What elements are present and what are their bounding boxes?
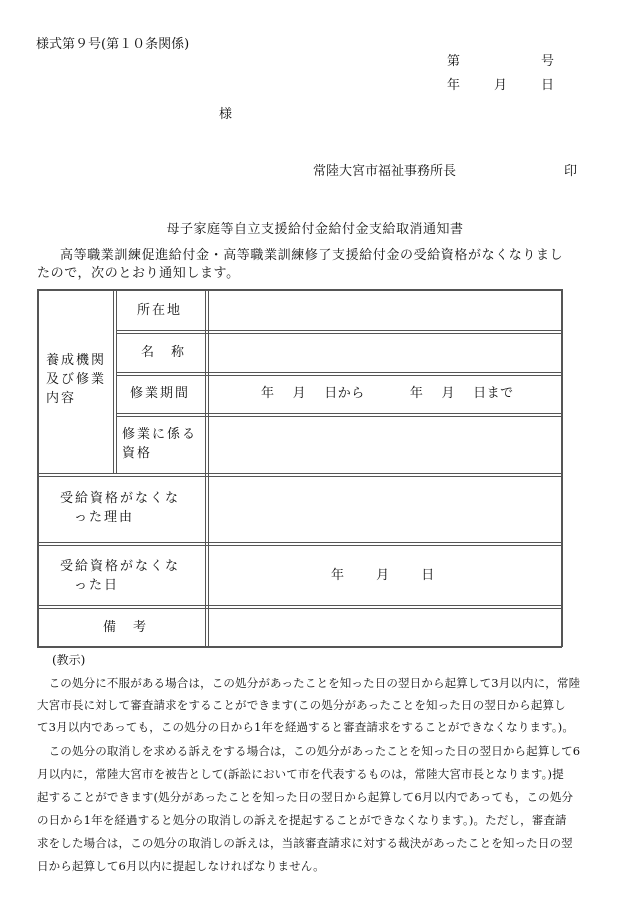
location-label: 所在地 (137, 303, 183, 318)
appeal-notice-line: 月以内に，常陸大宮市を被告として(訴訟において市を代表するものは，常陸大宮市長となります。)提 (37, 767, 564, 781)
row-divider (116, 372, 562, 373)
loss-date-value: 年 月 日 (331, 568, 435, 583)
group-label-line: 内容 (46, 391, 77, 406)
training-institution-group-label (46, 351, 106, 408)
institution-name-label: 名 称 (141, 345, 187, 360)
row-divider (37, 476, 562, 477)
row-divider (116, 375, 562, 376)
issuer-name: 常陸大宮市福祉事務所長 (313, 164, 457, 179)
row-divider (37, 545, 562, 546)
qualification-label-line: 修業に係る (122, 427, 198, 442)
table-border-right (561, 289, 563, 647)
table-border-left (37, 289, 39, 647)
row-divider (37, 542, 562, 543)
loss-date-label (60, 557, 180, 595)
remarks-label: 備 考 (103, 620, 149, 635)
appeal-notice-heading: (教示) (52, 653, 86, 667)
row-divider (116, 333, 562, 334)
training-period-value: 年 月 日から 年 月 日まで (261, 386, 514, 401)
group-label-line: 養成機関 (46, 353, 107, 368)
issue-date-month: 月 (494, 78, 508, 93)
addressee-suffix: 様 (219, 107, 233, 122)
document-title: 母子家庭等自立支援給付金給付金支給取消通知書 (166, 222, 464, 237)
group-divider (116, 289, 117, 473)
training-period-label: 修業期間 (130, 386, 191, 401)
form-number: 様式第９号(第１０条関係) (36, 37, 190, 52)
table-border-bottom (37, 646, 562, 648)
value-divider (205, 289, 206, 647)
appeal-notice-line: この処分に不服がある場合は，この処分があったことを知った日の翌日から起算して3月以内に，常陸 (37, 676, 581, 690)
qualification-label (122, 425, 197, 463)
loss-reason-label-line: った理由 (74, 510, 135, 525)
intro-text-line: たので，次のとおり通知します。 (37, 266, 240, 281)
intro-text-line: 高等職業訓練促進給付金・高等職業訓練修了支援給付金の受給資格がなくなりまし (60, 248, 564, 263)
loss-date-label-line: った日 (74, 578, 120, 593)
loss-reason-label (60, 489, 180, 527)
appeal-notice-line: の日から1年を経過すると処分の取消しの訴えを提起することができなくなります。)。ただし，審査請 (37, 813, 567, 827)
group-divider (113, 289, 114, 473)
appeal-notice-line: 日から起算して6月以内に提起しなければなりません。 (37, 859, 325, 873)
seal-mark: 印 (564, 164, 578, 179)
row-divider (116, 416, 562, 417)
row-divider (116, 330, 562, 331)
row-divider (116, 413, 562, 414)
row-divider (37, 608, 562, 609)
appeal-notice-line: 大宮市長に対して審査請求をすることができます(この処分があったことを知った日の翌日から起算し (37, 698, 566, 712)
appeal-notice-line: 求をした場合は，この処分の取消しの訴えは，当該審査請求に対する裁決があったことを知った日の翌 (37, 836, 573, 850)
loss-reason-label-line: 受給資格がなくな (60, 491, 181, 506)
group-label-line: 及び修業 (46, 372, 107, 387)
row-divider (37, 473, 562, 474)
qualification-label-line: 資格 (122, 446, 153, 461)
value-divider (208, 289, 209, 647)
appeal-notice-line: 起することができます(処分があったことを知った日の翌日から起算して6月以内であっても，この処分 (37, 790, 574, 804)
issue-number-label: 第 (447, 54, 461, 69)
appeal-notice-line: て3月以内であっても，この処分の日から1年を経過すると審査請求をすることができなくなります。)。 (37, 720, 575, 734)
issue-date-day: 日 (541, 78, 555, 93)
issue-date-year: 年 (447, 78, 461, 93)
appeal-notice-line: この処分の取消しを求める訴えをする場合は，この処分があったことを知った日の翌日から起算して6 (37, 744, 581, 758)
row-divider (37, 605, 562, 606)
loss-date-label-line: 受給資格がなくな (60, 559, 181, 574)
issue-number-suffix: 号 (541, 54, 555, 69)
